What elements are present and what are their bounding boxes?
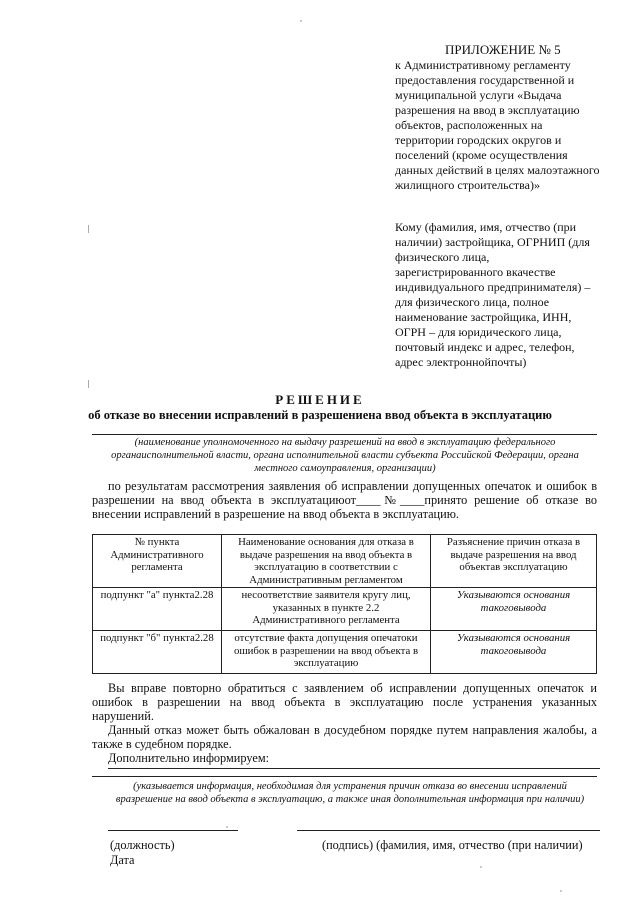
addressee-block: Кому (фамилия, имя, отчество (при наличии) застройщика, ОГРНИП (для физического лица, зарегистрированного вкачестве индивидуального предпринимателя) – для физического лица, полное наименование застройщика, ИНН, ОГРН – для юридического лица, почтовый индекс и адрес, телефон, адрес электроннойпочты)	[395, 220, 591, 369]
date-label: Дата	[110, 853, 135, 867]
table-header-row	[93, 535, 597, 588]
decision-paragraph: по результатам рассмотрения заявления об исправлении допущенных опечаток и ошибок в разрешении на ввод объекта в эксплуатациюот____№____принято решение об отказе во внесении исправлений в разрешение на ввод объекта в эксплуатацию.	[92, 479, 597, 521]
table-header-cell: Наименование основания для отказа в выдаче разрешения на ввод объекта в эксплуатацию в соответствии с Административным регламентом	[222, 535, 431, 588]
scan-speck	[560, 890, 562, 892]
reapply-paragraph: Вы вправе повторно обратиться с заявлением об исправлении допущенных опечаток и ошибок в разрешении на ввод объекта в эксплуатацию после устранения указанных нарушений.	[92, 681, 597, 723]
table-cell: несоответствие заявителя кругу лиц, указанных в пункте 2.2 Административного регламента	[222, 588, 431, 631]
scan-margin-mark	[88, 225, 89, 233]
scan-speck	[300, 20, 302, 22]
table-cell: отсутствие факта допущения опечатоки ошибок в разрешении на ввод объекта в эксплуатацию	[222, 631, 431, 674]
table-header-cell: Разъяснение причин отказа в выдаче разрешения на ввод объектав эксплуатацию	[431, 535, 597, 588]
position-label: (должность)	[110, 838, 175, 852]
appeal-paragraph: Данный отказ может быть обжалован в досудебном порядке путем направления жалобы, а также в судебном порядке.	[92, 723, 597, 751]
table-cell: подпункт "б" пункта2.28	[93, 631, 222, 674]
organ-name-note: (наименование уполномоченного на выдачу разрешений на ввод в эксплуатацию федерального органаисполнительной власти, органа исполнительной власти субъекта Российской Федерации, органа местного самоуправления, организации)	[111, 437, 579, 474]
additional-info-line	[92, 776, 597, 777]
additional-info-line	[108, 768, 600, 769]
appendix-reference: к Административному регламенту предоставления государственной и муниципальной услуги «Выдача разрешения на ввод в эксплуатацию объектов, расположенных на территории городских округов и поселений (кроме осуществления данных действий в целях малоэтажного жилищного строительства)»	[395, 58, 600, 192]
table-row	[93, 631, 597, 674]
appendix-title: ПРИЛОЖЕНИЕ № 5	[445, 42, 561, 57]
signature-label: (подпись) (фамилия, имя, отчество (при наличии)	[322, 838, 583, 852]
table-row	[93, 588, 597, 631]
scan-margin-mark	[88, 380, 89, 388]
decision-subtitle: об отказе во внесении исправлений в разрешениена ввод объекта в эксплуатацию	[88, 408, 552, 422]
organ-name-line	[92, 434, 597, 435]
refusal-reasons-table	[92, 534, 597, 674]
signature-line	[297, 830, 600, 831]
table-cell: Указываются основания такоговывода	[431, 631, 597, 674]
table-cell: Указываются основания такоговывода	[431, 588, 597, 631]
table-header-cell: № пункта Административного регламента	[93, 535, 222, 588]
table-cell: подпункт "а" пункта2.28	[93, 588, 222, 631]
scan-speck	[480, 866, 482, 868]
position-line	[108, 830, 238, 831]
additional-info-label: Дополнительно информируем:	[108, 751, 270, 765]
decision-title: РЕШЕНИЕ	[275, 392, 365, 407]
scan-speck	[226, 826, 228, 828]
additional-info-note: (указывается информация, необходимая для устранения причин отказа во внесении исправлений вразрешение на ввод объекта в эксплуатацию, а также иная дополнительная информация при наличии)	[115, 781, 585, 805]
